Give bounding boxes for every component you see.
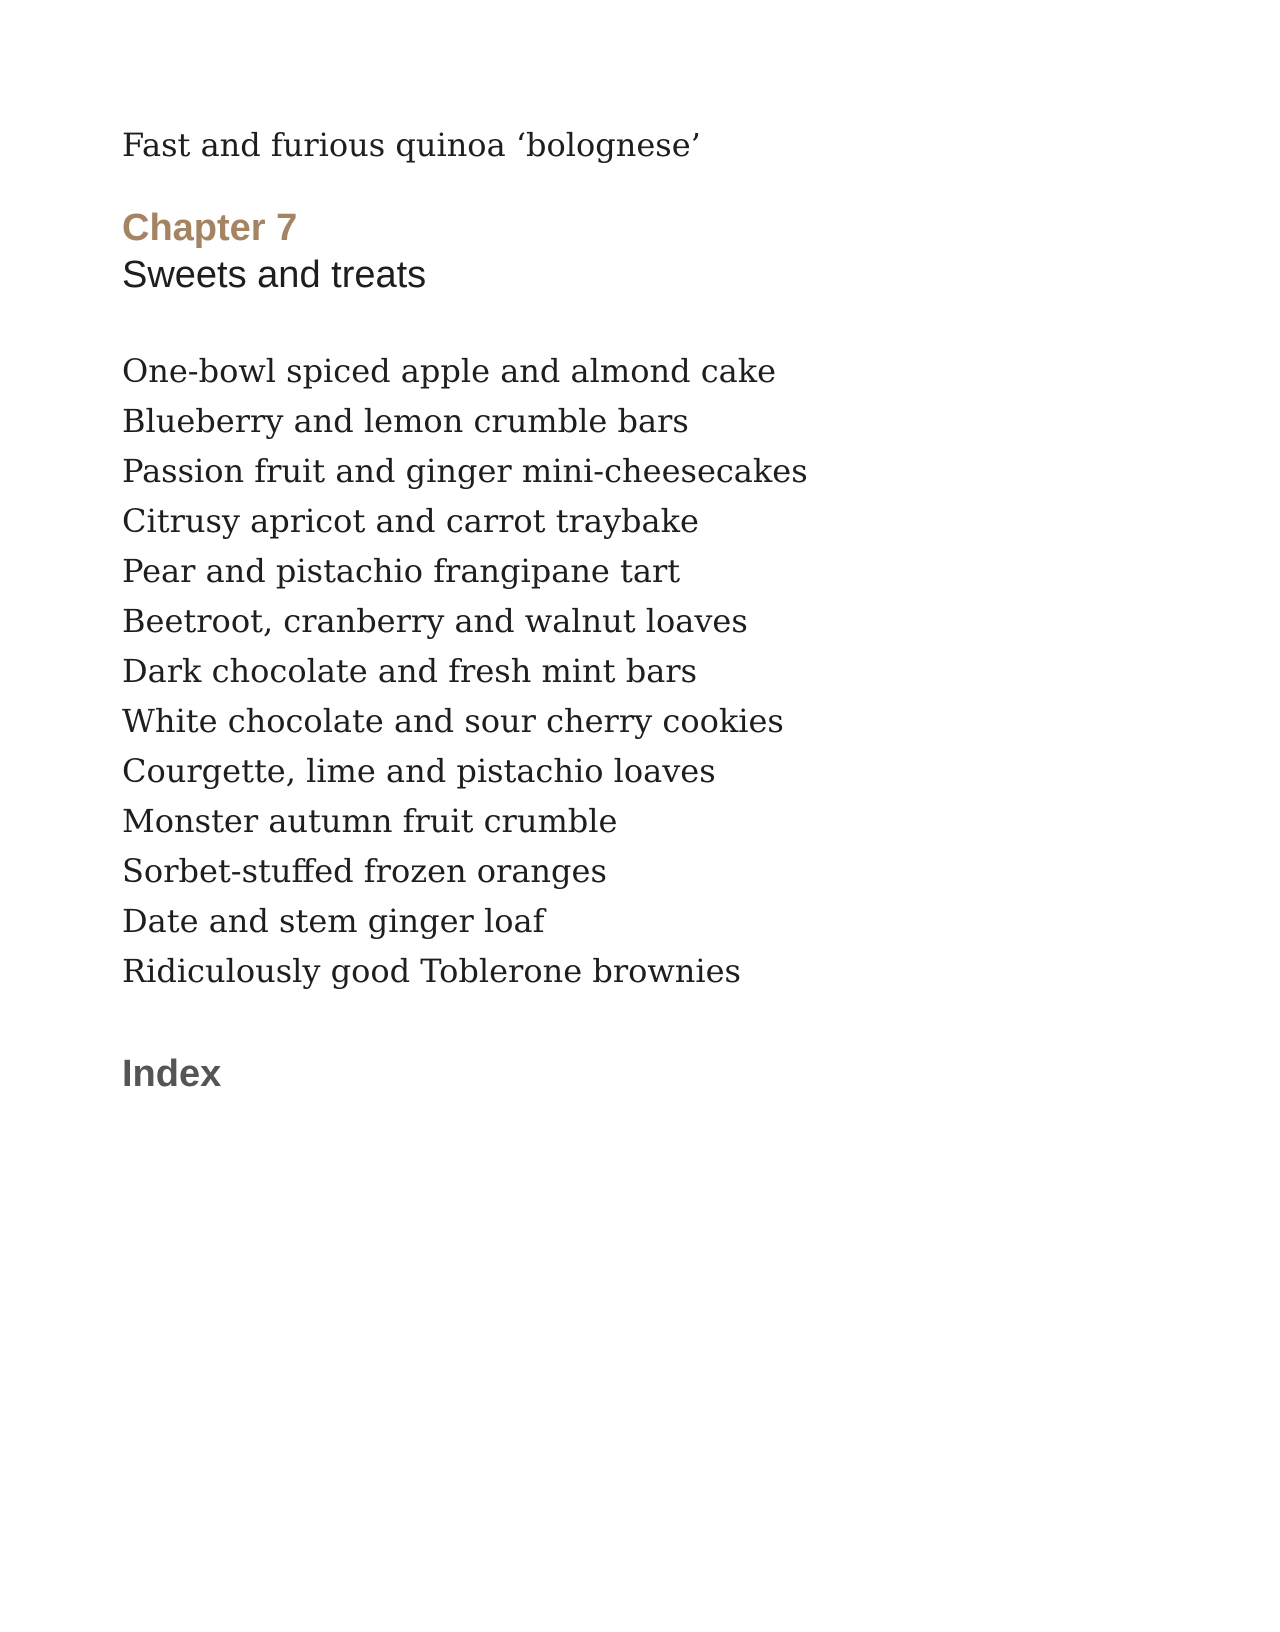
toc-entry[interactable]: Blueberry and lemon crumble bars bbox=[122, 402, 689, 440]
toc-entry[interactable]: Dark chocolate and fresh mint bars bbox=[122, 652, 697, 690]
toc-entry[interactable]: Date and stem ginger loaf bbox=[122, 902, 545, 940]
toc-entry[interactable]: Sorbet-stuffed frozen oranges bbox=[122, 852, 607, 890]
toc-entry-previous[interactable]: Fast and furious quinoa ‘bolognese’ bbox=[122, 126, 701, 164]
toc-entry[interactable]: Citrusy apricot and carrot traybake bbox=[122, 502, 699, 540]
recipe-list bbox=[122, 346, 1122, 996]
toc-entry[interactable]: Courgette, lime and pistachio loaves bbox=[122, 752, 716, 790]
toc-entry[interactable]: Beetroot, cranberry and walnut loaves bbox=[122, 602, 748, 640]
toc-entry[interactable]: Pear and pistachio frangipane tart bbox=[122, 552, 681, 590]
chapter-title[interactable]: Sweets and treats bbox=[122, 254, 427, 296]
index-link[interactable]: Index bbox=[122, 1053, 222, 1095]
chapter-number[interactable]: Chapter 7 bbox=[122, 207, 298, 249]
table-of-contents bbox=[122, 126, 1122, 1096]
toc-entry[interactable]: Monster autumn fruit crumble bbox=[122, 802, 618, 840]
toc-entry[interactable]: Ridiculously good Toblerone brownies bbox=[122, 952, 741, 990]
toc-entry[interactable]: One-bowl spiced apple and almond cake bbox=[122, 352, 777, 390]
toc-entry[interactable]: Passion fruit and ginger mini-cheesecakes bbox=[122, 452, 808, 490]
toc-entry[interactable]: White chocolate and sour cherry cookies bbox=[122, 702, 784, 740]
